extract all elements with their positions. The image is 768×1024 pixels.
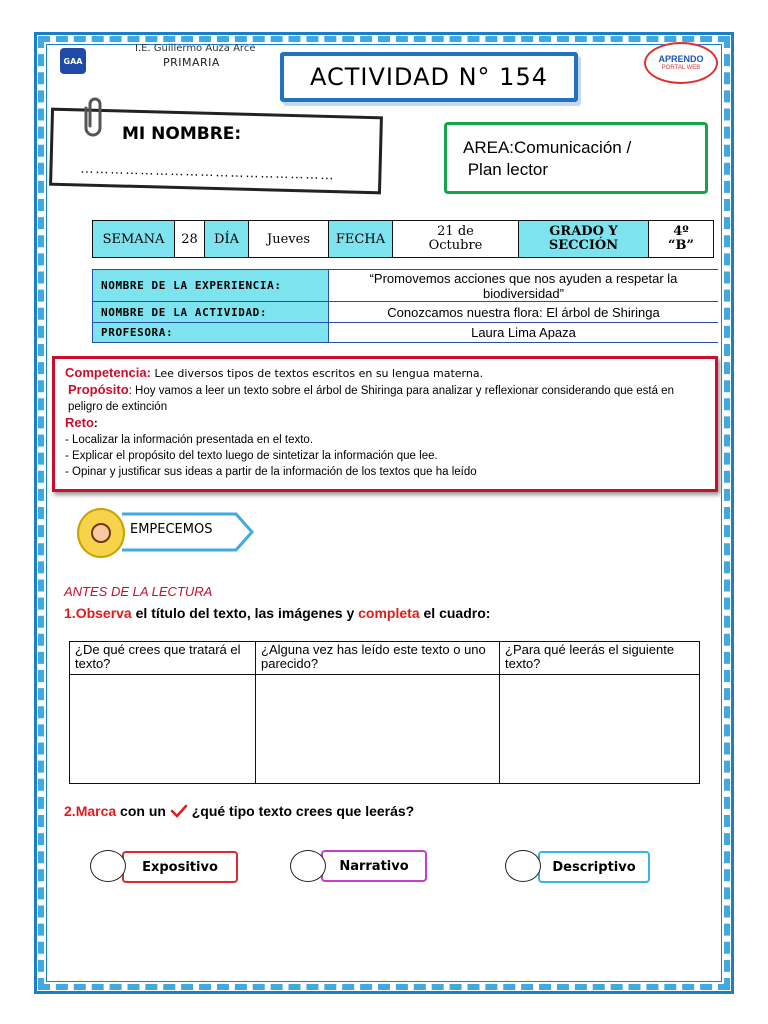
- school-name: I.E. Guillermo Auza Arce: [135, 43, 256, 54]
- q1-verb-observa: Observa: [75, 605, 132, 621]
- q2-verb: Marca: [75, 803, 117, 819]
- grado-value-2: “B”: [668, 238, 694, 253]
- competencia-text: Lee diversos tipos de textos escritos en su lengua materna.: [150, 367, 484, 380]
- grado-value: [649, 221, 714, 258]
- teacher-value: Laura Lima Apaza: [329, 323, 719, 343]
- q1-number: 1.: [64, 605, 76, 621]
- reto-item: - Explicar el propósito del texto luego de sintetizar la información que lee.: [65, 450, 438, 462]
- fecha-day: 21 de: [437, 224, 474, 239]
- grado-label: [519, 221, 649, 258]
- proposito-text: : Hoy vamos a leer un texto sobre el árbol de Shiringa para analizar y reflexionar considerando que está en peligro de extinción: [68, 385, 674, 413]
- option-expositivo-circle[interactable]: [90, 850, 126, 882]
- q1-verb-completa: completa: [358, 605, 420, 621]
- fecha-month: Octubre: [428, 238, 483, 253]
- competencia-line: [65, 365, 705, 382]
- school-logo: GAA: [60, 48, 86, 74]
- question-header: ¿De qué crees que tratará el texto?: [70, 642, 256, 675]
- activity-name-label: NOMBRE DE LA ACTIVIDAD:: [93, 302, 329, 323]
- section-heading: ANTES DE LA LECTURA: [64, 584, 213, 599]
- activity-title-box: [280, 52, 578, 102]
- name-field[interactable]: ……………………………………………: [79, 159, 336, 183]
- competencia-box: [52, 356, 718, 492]
- answer-cell[interactable]: [256, 675, 500, 784]
- option-descriptivo-circle[interactable]: [505, 850, 541, 882]
- q2-middle: con un: [116, 803, 170, 819]
- experience-value: “Promovemos acciones que nos ayuden a respetar la biodiversidad”: [329, 270, 719, 302]
- fecha-value: [393, 221, 519, 258]
- fecha-label: FECHA: [329, 221, 393, 258]
- start-label: EMPECEMOS: [130, 522, 213, 537]
- option-descriptivo[interactable]: [538, 851, 650, 883]
- dia-label: DÍA: [205, 221, 249, 258]
- grado-label-1: GRADO Y: [549, 224, 618, 239]
- brand-logo-top: APRENDO: [658, 54, 704, 64]
- activity-name-value: Conozcamos nuestra flora: El árbol de Shiringa: [329, 302, 719, 323]
- grado-label-2: SECCIÓN: [548, 238, 619, 253]
- brand-logo-bottom: PORTAL WEB: [661, 65, 701, 71]
- brand-logo: [644, 42, 718, 84]
- activity-title: ACTIVIDAD N° 154: [310, 63, 548, 91]
- proposito-line: [65, 382, 705, 415]
- reto-item: - Localizar la información presentada en el texto.: [65, 434, 314, 446]
- option-narrativo[interactable]: [321, 850, 427, 882]
- question-header: ¿Alguna vez has leído este texto o uno parecido?: [256, 642, 500, 675]
- answer-cell[interactable]: [500, 675, 700, 784]
- child-face-icon: [91, 523, 111, 543]
- questions-table: [69, 641, 700, 784]
- q1-end: el cuadro:: [419, 605, 491, 621]
- school-level: PRIMARIA: [163, 56, 220, 69]
- dia-value: Jueves: [249, 221, 329, 258]
- child-reading-icon: [77, 508, 125, 558]
- teacher-label: PROFESORA:: [93, 323, 329, 343]
- experience-table: [92, 269, 718, 343]
- area-box: [444, 122, 708, 194]
- checkmark-icon: [170, 804, 188, 818]
- q2-end: ¿qué tipo texto crees que leerás?: [187, 803, 415, 819]
- option-narrativo-circle[interactable]: [290, 850, 326, 882]
- experience-label: NOMBRE DE LA EXPERIENCIA:: [93, 270, 329, 302]
- semana-value: 28: [175, 221, 205, 258]
- question-header: ¿Para qué leerás el siguiente texto?: [500, 642, 700, 675]
- option-descriptivo-label: Descriptivo: [552, 859, 636, 875]
- option-expositivo[interactable]: [122, 851, 238, 883]
- reto-label: Reto: [65, 415, 94, 430]
- proposito-label: Propósito: [68, 382, 129, 397]
- reto-colon: :: [93, 418, 98, 430]
- semana-label: SEMANA: [93, 221, 175, 258]
- q1-middle: el título del texto, las imágenes y: [131, 605, 359, 621]
- grado-value-1: 4º: [673, 224, 689, 239]
- option-expositivo-label: Expositivo: [142, 859, 218, 875]
- q2-number: 2.: [64, 803, 76, 819]
- info-table: [92, 220, 714, 258]
- reto-item: - Opinar y justificar sus ideas a partir de la información de los textos que ha leído: [65, 466, 477, 478]
- option-narrativo-label: Narrativo: [339, 858, 409, 874]
- paperclip-icon: [84, 96, 106, 138]
- reto-line: [65, 415, 705, 432]
- answer-cell[interactable]: [70, 675, 256, 784]
- question-1: [64, 605, 490, 621]
- area-line-1: AREA:Comunicación /: [463, 138, 632, 157]
- question-2: [64, 803, 414, 819]
- area-line-2: Plan lector: [463, 160, 549, 179]
- competencia-label: Competencia:: [65, 365, 151, 380]
- name-label: MI NOMBRE:: [122, 124, 242, 144]
